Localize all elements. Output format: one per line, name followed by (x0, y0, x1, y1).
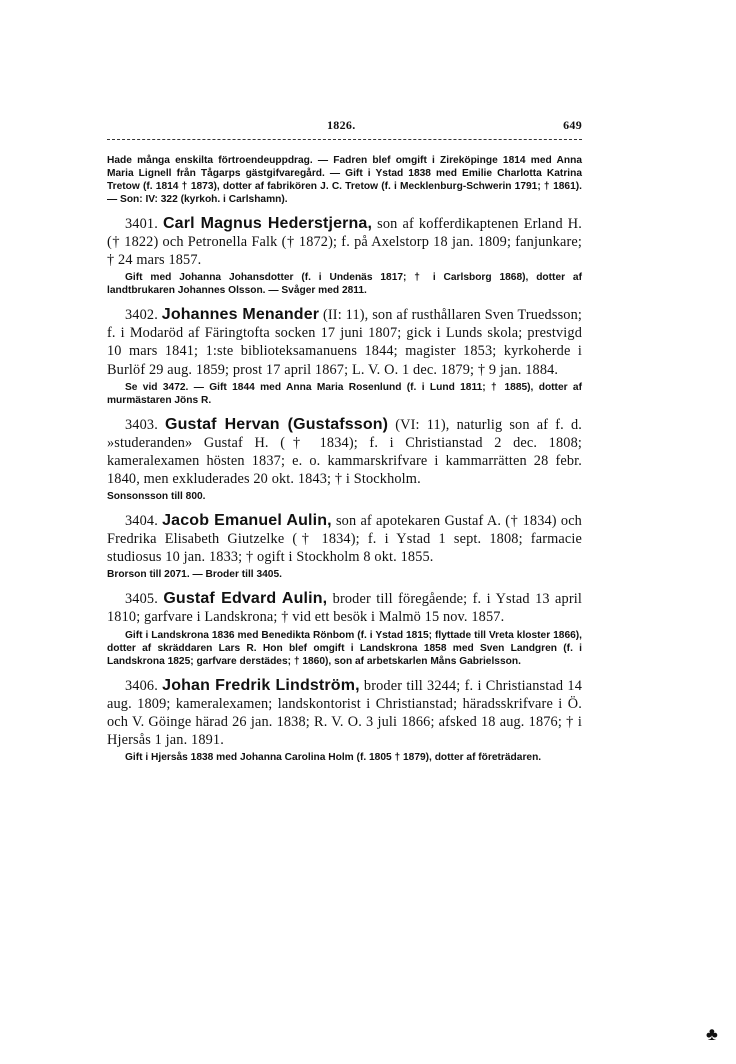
entry-body: son af kofferdikaptenen Erland H. († 1822) och Petronella Falk († 1872); f. på Axelstorp 18 jan. 1809; fanjunkare; † 24 mars 1857. (107, 216, 582, 269)
header-year: 1826. (327, 118, 356, 132)
entry-text (107, 306, 582, 378)
entry-note: Brorson till 2071. — Broder till 3405. (107, 569, 282, 581)
entry-3403 (107, 416, 582, 503)
entry-name: Gustaf Hervan (Gustafsson) (165, 415, 389, 433)
entry-note: Gift i Hjersås 1838 med Johanna Carolina Holm (f. 1805 † 1879), dotter af företrädaren. (125, 751, 542, 763)
entry-text (107, 590, 582, 626)
entry-text (107, 416, 582, 488)
entry-body: son af apotekaren Gustaf A. († 1834) och Fredrika Elisabeth Giutzelke († 1834); f. i Ystad 1 sept. 1808; farmacie studiosus 10 jan. 1833; † ogift i Stockholm 8 okt. 1855. (107, 513, 582, 566)
entry-number: 3406. (125, 677, 158, 694)
entry-3404 (107, 512, 582, 581)
entry-body: (II: 11), son af rusthållaren Sven Truedsson; f. i Modaröd af Färingtofta socken 17 juni 1807; gick i Lunds skola; prestvigd 10 mars 1841; 1:ste biblioteksamanuens 1844; magister 1853; kyrkoherde i Burlöf 29 aug. 1859; prost 17 april 1867; L. V. O. 1 dec. 1879; † 9 jan. 1884. (107, 307, 582, 378)
entry-3406 (107, 677, 582, 764)
page-header (107, 118, 582, 133)
entry-note: Sonsonsson till 800. (107, 491, 206, 503)
entry-number: 3405. (125, 591, 158, 608)
entry-name: Jacob Emanuel Aulin, (162, 512, 332, 530)
page-number: 649 (563, 118, 582, 132)
entry-text (107, 512, 582, 566)
entry-text (107, 215, 582, 269)
corner-mark-icon: ♣ (706, 1024, 718, 1044)
entry-body: broder till föregående; f. i Ystad 13 april 1810; garfvare i Landskrona; † vid ett besök i Malmö 15 nov. 1857. (107, 591, 582, 626)
entry-name: Johan Fredrik Lindström, (162, 676, 360, 694)
entry-name: Gustaf Edvard Aulin, (163, 590, 328, 608)
entry-name: Johannes Menander (161, 306, 320, 324)
entry-body: (VI: 11), naturlig son af f. d. »studeranden» Gustaf H. († 1834); f. i Christianstad 2 dec. 1808; kameralexamen hösten 1837; e. o. kammarskrifvare i kammarrätten 28 febr. 1840, men exkluderades 20 okt. 1843; † i Stockholm. (107, 416, 582, 487)
entry-number: 3401. (125, 216, 158, 232)
document-page (107, 118, 582, 764)
entry-3401 (107, 215, 582, 297)
entry-body: broder till 3244; f. i Christianstad 14 aug. 1809; kameralexamen; landskontorist i Christianstad; häradsskrifvare i Ö. och V. Göinge härad 26 jan. 1838; R. V. O. 3 juli 1866; afsked 18 aug. 1876; † i Hjersås 1 jan. 1891. (107, 677, 583, 748)
entry-text (107, 677, 582, 749)
entry-note: Se vid 3472. — Gift 1844 med Anna Maria Rosenlund (f. i Lund 1811; † 1885), dotter af murmästaren Jöns R. (107, 381, 582, 406)
header-rule (107, 139, 582, 140)
entry-3402 (107, 306, 582, 406)
entry-number: 3402. (125, 307, 158, 324)
entry-note: Gift i Landskrona 1836 med Benedikta Rönbom (f. i Ystad 1815; flyttade till Vreta kloster 1866), dotter af skräddaren Lars R. Hon blef omgift i Landskrona 1858 med Sven Landgren (f. i Landskrona 1825; garfvare derstädes; † 1860), son af arbetskarlen Måns Gabrielsson. (107, 629, 582, 667)
entry-note: Gift med Johanna Johansdotter (f. i Undenäs 1817; † i Carlsborg 1868), dotter af landtbrukaren Johannes Olsson. — Svåger med 2811. (107, 272, 582, 297)
entry-number: 3404. (125, 513, 158, 530)
entry-name: Carl Magnus Hederstjerna, (162, 215, 373, 232)
intro-paragraph: Hade många enskilta förtroendeuppdrag. — Fadren blef omgift i Zireköpinge 1814 med Anna Maria Lignell från Tågarps gästgifvaregård. — Gift i Ystad 1838 med Emilie Charlotta Katrina Tretow (f. 1814 † 1873), dotter af fabrikören J. C. Tretow (f. i Mecklenburg-Schwerin 1791; † 1861). — Son: IV: 322 (kyrkoh. i Carlshamn). (107, 155, 582, 205)
entry-3405 (107, 590, 582, 667)
entry-number: 3403. (125, 416, 158, 433)
